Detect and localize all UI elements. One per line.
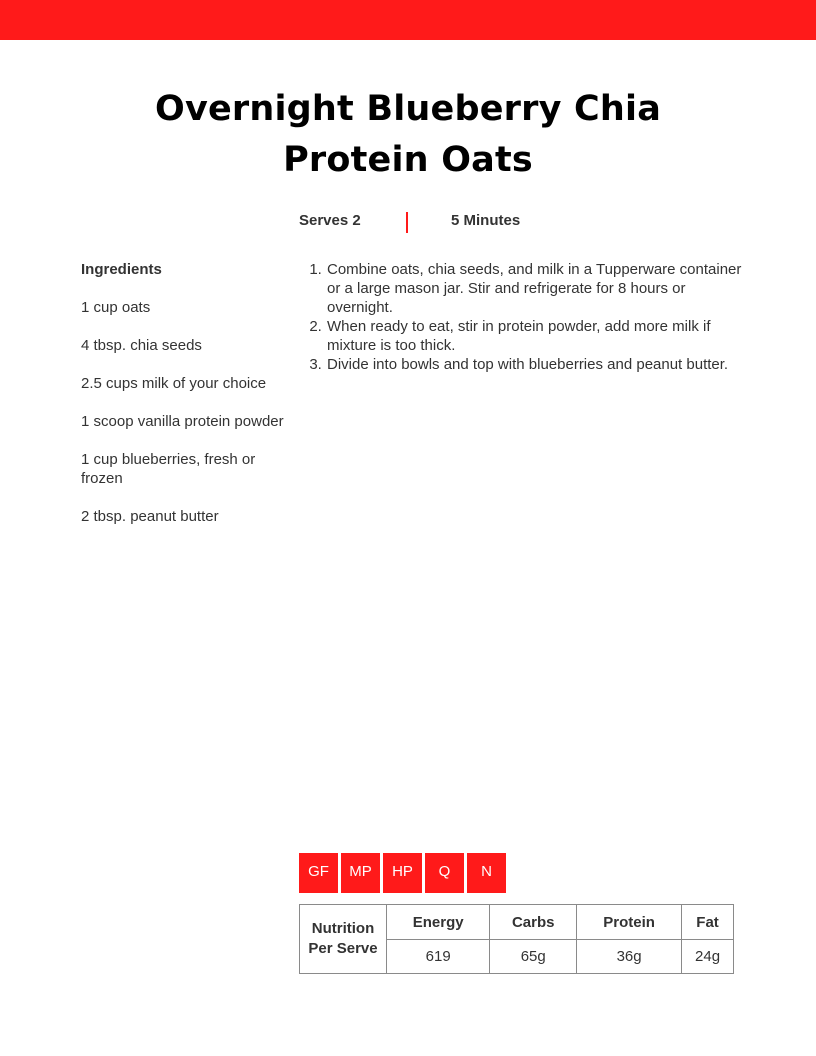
serves-info: Serves 2: [299, 212, 361, 229]
recipe-title: [0, 84, 816, 186]
nutrition-header-energy: Energy: [387, 905, 490, 940]
method-step: 3. Divide into bowls and top with blueberries and peanut butter.: [326, 355, 746, 374]
nutrition-label-line-1: Nutrition: [311, 920, 375, 937]
tag-hp: HP: [383, 853, 422, 893]
ingredients-heading: Ingredients: [81, 261, 162, 278]
top-accent-bar: [0, 0, 816, 40]
nutrition-header-protein: Protein: [577, 905, 682, 940]
nutrition-value-carbs: 65g: [490, 940, 577, 974]
recipe-title-line-2: Protein Oats: [283, 140, 533, 180]
tag-gf: GF: [299, 853, 338, 893]
ingredient-item: 1 cup blueberries, fresh or frozen: [81, 451, 256, 487]
dietary-tags: [299, 853, 509, 893]
ingredient-item: 1 cup oats: [81, 299, 151, 316]
nutrition-label: [300, 905, 387, 974]
nutrition-value-protein: 36g: [577, 940, 682, 974]
nutrition-header-carbs: Carbs: [490, 905, 577, 940]
time-info: 5 Minutes: [451, 212, 521, 229]
nutrition-label-line-2: Per Serve: [308, 940, 378, 957]
tag-n: N: [467, 853, 506, 893]
recipe-title-line-1: Overnight Blueberry Chia: [154, 89, 662, 129]
nutrition-value-energy: 619: [387, 940, 490, 974]
method-step: 1. Combine oats, chia seeds, and milk in a Tupperware container or a large mason jar. Stir and refrigerate for 8 hours or overnight.: [326, 260, 746, 317]
nutrition-table: [299, 904, 734, 974]
ingredient-item: 1 scoop vanilla protein powder: [81, 413, 284, 430]
meta-divider: [406, 212, 408, 233]
tag-q: Q: [425, 853, 464, 893]
nutrition-header-fat: Fat: [682, 905, 734, 940]
ingredient-item: 4 tbsp. chia seeds: [81, 337, 202, 354]
ingredients-list: [81, 260, 291, 545]
ingredient-item: 2 tbsp. peanut butter: [81, 508, 219, 525]
ingredient-item: 2.5 cups milk of your choice: [81, 375, 267, 392]
nutrition-value-fat: 24g: [682, 940, 734, 974]
tag-mp: MP: [341, 853, 380, 893]
method-step: 2. When ready to eat, stir in protein powder, add more milk if mixture is too thick.: [326, 317, 746, 355]
method-steps: [307, 260, 746, 374]
